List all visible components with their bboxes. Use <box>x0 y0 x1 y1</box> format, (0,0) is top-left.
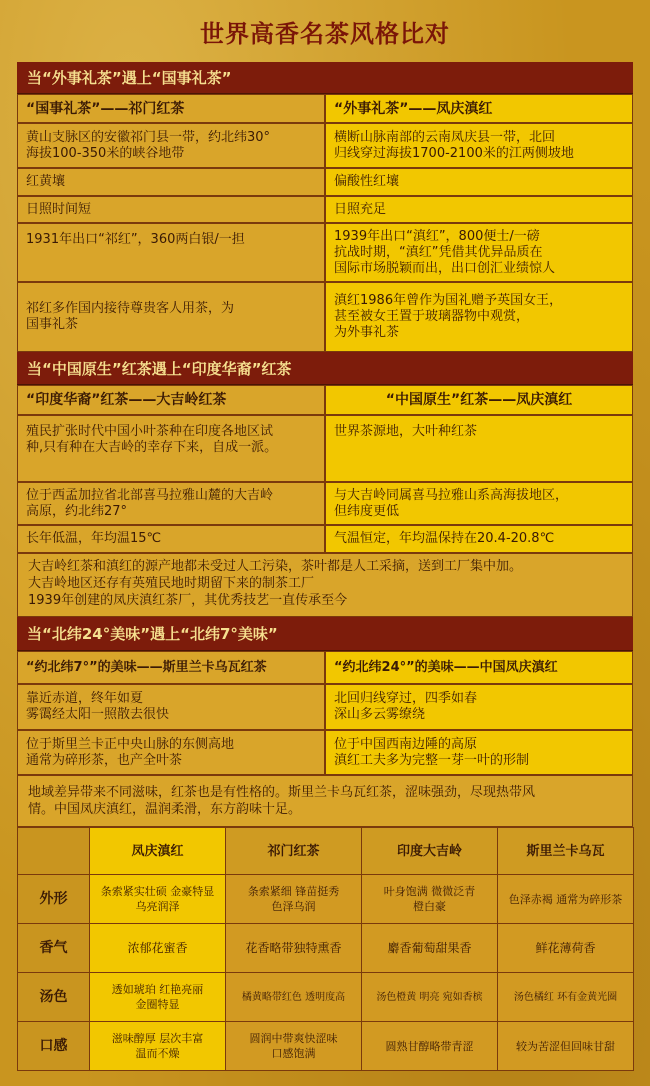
column-header: 斯里兰卡乌瓦 <box>498 828 634 875</box>
section-heading-diplomatic-tea: 当“外事礼茶”遇上“国事礼茶” <box>17 62 633 94</box>
table-cell: 橘黄略带红色 透明度高 <box>226 973 362 1022</box>
table-cell: 位于中国西南边陲的高原 滇红工夫多为完整一芽一叶的形制 <box>325 730 633 775</box>
table-cell: 条索紧细 锋苗挺秀 色泽乌润 <box>226 875 362 924</box>
section3-row <box>17 684 633 730</box>
section2-row <box>17 482 633 525</box>
section2-row <box>17 415 633 482</box>
table-cell: 圆润中带爽快涩味 口感饱满 <box>226 1022 362 1071</box>
darjeeling-header: “印度华裔”红茶——大吉岭红茶 <box>17 385 325 415</box>
table-cell: 鲜花薄荷香 <box>498 924 634 973</box>
table-cell: 北回归线穿过，四季如春 深山多云雾缭绕 <box>325 684 633 730</box>
column-header: 凤庆滇红 <box>90 828 226 875</box>
dianhong-header: “约北纬24°”的美味——中国凤庆滇红 <box>325 651 633 684</box>
table-row <box>18 875 634 924</box>
page-title: 世界高香名茶风格比对 <box>200 20 450 48</box>
table-cell: 叶身饱满 微微泛青 橙白豪 <box>362 875 498 924</box>
section1-row <box>17 196 633 223</box>
row-label: 外形 <box>18 875 90 924</box>
table-header-row <box>18 828 634 875</box>
table-cell: 浓郁花蜜香 <box>90 924 226 973</box>
dianhong-header: “外事礼茶”——凤庆滇红 <box>325 94 633 123</box>
table-cell: 日照充足 <box>325 196 633 223</box>
table-corner <box>18 828 90 875</box>
section1-row <box>17 123 633 168</box>
table-cell: 黄山支脉区的安徽祁门县一带，约北纬30° 海拔100-350米的峡谷地带 <box>17 123 325 168</box>
section1-row <box>17 168 633 196</box>
table-cell: 红黄壤 <box>17 168 325 196</box>
section2-row <box>17 385 633 415</box>
table-cell: 横断山脉南部的云南凤庆县一带，北回 归线穿过海拔1700-2100米的江两侧坡地 <box>325 123 633 168</box>
section1-row <box>17 94 633 123</box>
table-cell: 滋味醇厚 层次丰富 温而不燥 <box>90 1022 226 1071</box>
table-cell: 偏酸性红壤 <box>325 168 633 196</box>
section3-note: 地域差异带来不同滋味，红茶也是有性格的。斯里兰卡乌瓦红茶，涩味强劲，尽现热带风 情。中国凤庆滇红，温润柔滑，东方韵味十足。 <box>17 775 633 827</box>
qimen-header: “国事礼茶”——祁门红茶 <box>17 94 325 123</box>
table-cell: 与大吉岭同属喜马拉雅山系高海拔地区， 但纬度更低 <box>325 482 633 525</box>
table-cell: 较为苦涩但回味甘甜 <box>498 1022 634 1071</box>
table-cell: 靠近赤道，终年如夏 雾霭经太阳一照散去很快 <box>17 684 325 730</box>
section3-row <box>17 651 633 684</box>
table-cell: 滇红1986年曾作为国礼赠予英国女王， 甚至被女王置于玻璃器物中观赏， 为外事礼茶 <box>325 282 633 352</box>
table-cell: 祁红多作国内接待尊贵客人用茶，为 国事礼茶 <box>17 282 325 352</box>
column-header: 印度大吉岭 <box>362 828 498 875</box>
table-row <box>18 1022 634 1071</box>
section-heading-latitude-tea: 当“北纬24°美味”遇上“北纬7°美味” <box>17 617 633 651</box>
table-cell: 花香略带独特熏香 <box>226 924 362 973</box>
dianhong-header: “中国原生”红茶——凤庆滇红 <box>325 385 633 415</box>
table-cell: 1931年出口“祁红”，360两白银/一担 <box>17 223 325 282</box>
table-cell: 殖民扩张时代中国小叶茶种在印度各地区试 种,只有种在大吉岭的幸存下来，自成一派。 <box>17 415 325 482</box>
table-cell: 条索紧实壮硕 金豪特显 乌亮润泽 <box>90 875 226 924</box>
table-cell: 日照时间短 <box>17 196 325 223</box>
table-cell: 位于斯里兰卡正中央山脉的东侧高地 通常为碎形茶，也产全叶茶 <box>17 730 325 775</box>
section1-row <box>17 282 633 352</box>
section2-note: 大吉岭红茶和滇红的源产地都未受过人工污染，茶叶都是人工采摘，送到工厂集中加。 大吉岭地区还存有英殖民地时期留下来的制茶工厂 1939年创建的凤庆滇红茶厂，其优秀技艺一直传承至今 <box>17 553 633 617</box>
table-cell: 汤色橙黄 明亮 宛如香槟 <box>362 973 498 1022</box>
table-cell: 长年低温，年均温15℃ <box>17 525 325 553</box>
uva-header: “约北纬7°”的美味——斯里兰卡乌瓦红茶 <box>17 651 325 684</box>
section-heading-origin-tea: 当“中国原生”红茶遇上“印度华裔”红茶 <box>17 352 633 385</box>
table-row <box>18 924 634 973</box>
table-cell: 汤色橘红 环有金黄光圈 <box>498 973 634 1022</box>
section2-row <box>17 525 633 553</box>
row-label: 汤色 <box>18 973 90 1022</box>
comparison-table <box>17 827 634 1071</box>
row-label: 口感 <box>18 1022 90 1071</box>
table-cell: 圆熟甘醇略带青涩 <box>362 1022 498 1071</box>
table-row <box>18 973 634 1022</box>
table-cell: 1939年出口“滇红”，800便士/一磅 抗战时期，“滇红”凭借其优异品质在 国际市场脱颖而出，出口创汇业绩惊人 <box>325 223 633 282</box>
section3-row <box>17 730 633 775</box>
section1-row <box>17 223 633 282</box>
table-cell: 麝香葡萄甜果香 <box>362 924 498 973</box>
table-cell: 位于西孟加拉省北部喜马拉雅山麓的大吉岭 高原，约北纬27° <box>17 482 325 525</box>
table-cell: 透如琥珀 红艳亮丽 金圈特显 <box>90 973 226 1022</box>
table-cell: 气温恒定，年均温保持在20.4-20.8℃ <box>325 525 633 553</box>
column-header: 祁门红茶 <box>226 828 362 875</box>
row-label: 香气 <box>18 924 90 973</box>
table-cell: 世界茶源地，大叶种红茶 <box>325 415 633 482</box>
table-cell: 色泽赤褐 通常为碎形茶 <box>498 875 634 924</box>
